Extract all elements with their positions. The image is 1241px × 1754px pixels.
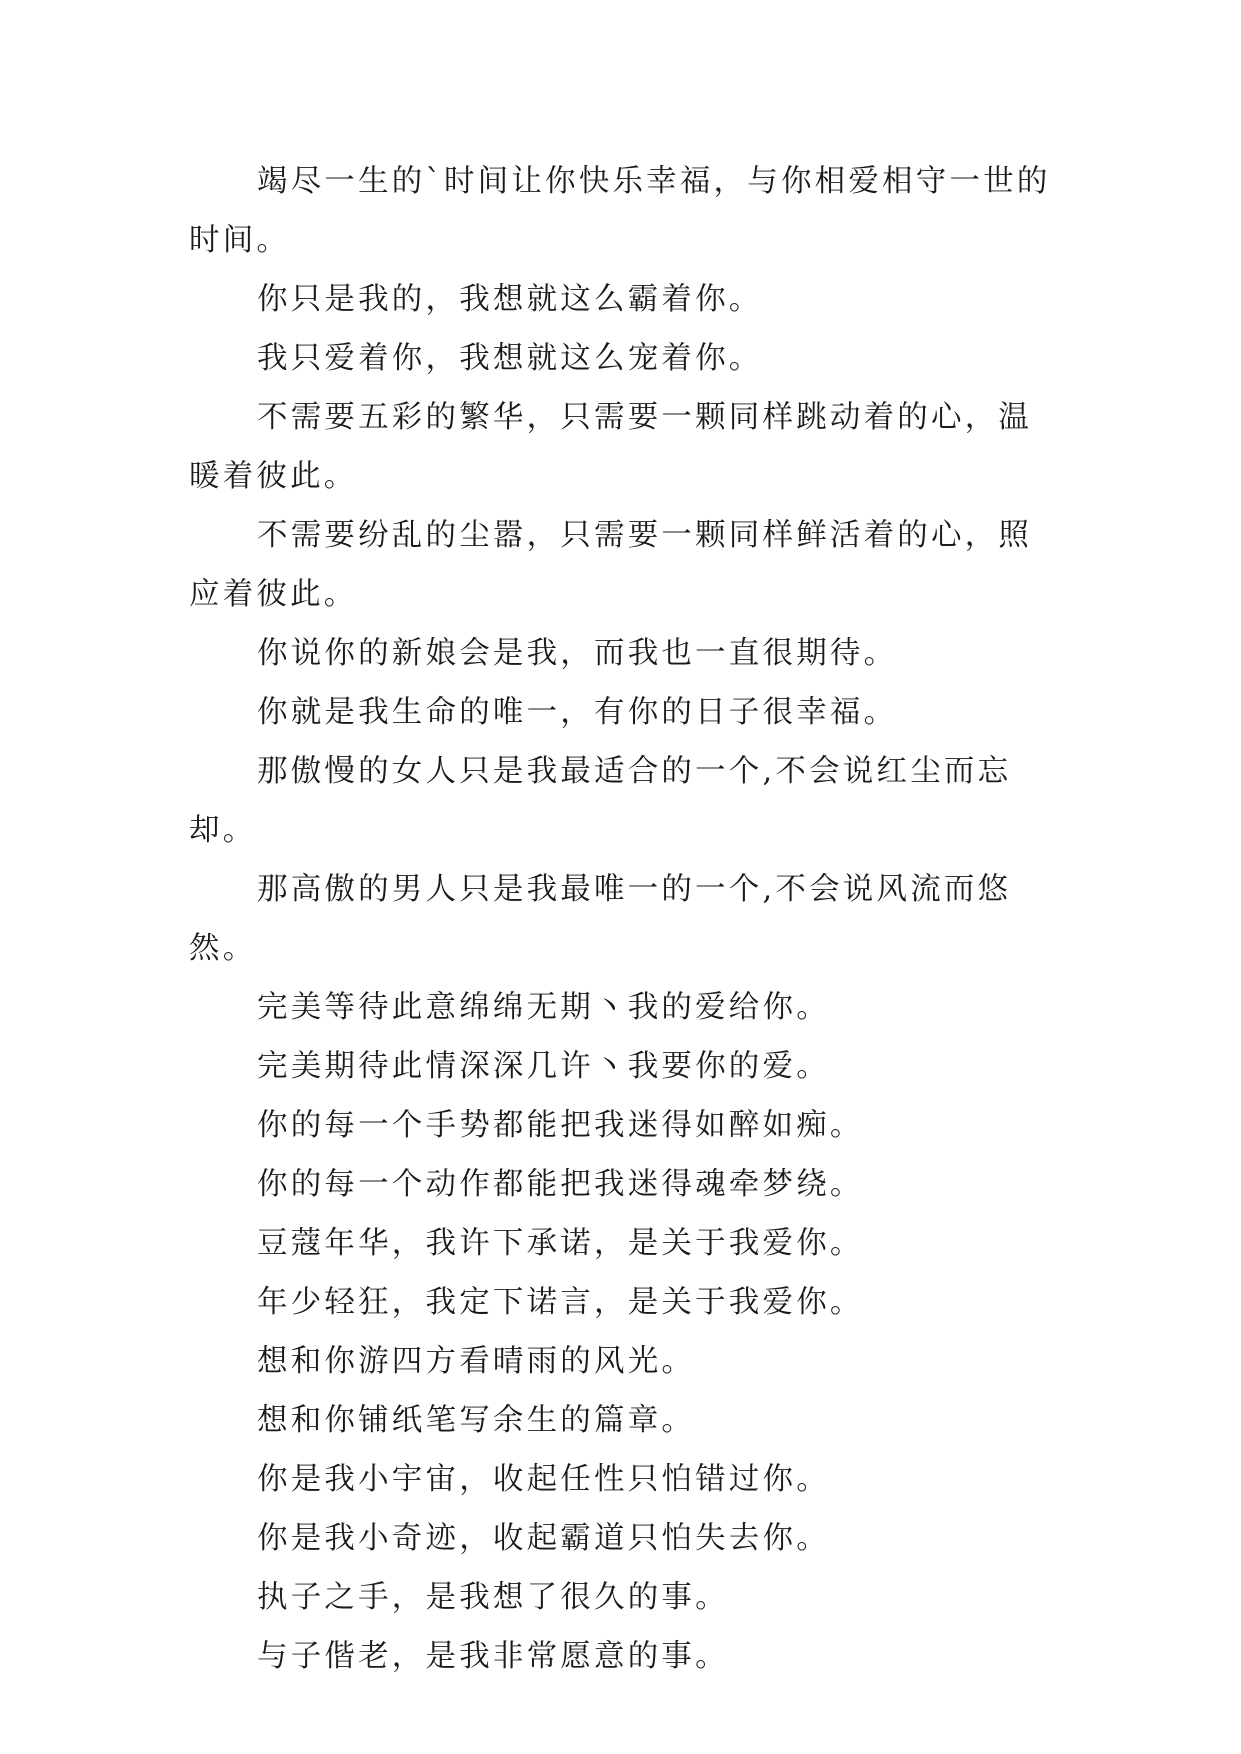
paragraph: 你只是我的，我想就这么霸着你。 xyxy=(257,282,763,317)
paragraph: 竭尽一生的`时间让你快乐幸福，与你相爱相守一世的时间。 xyxy=(189,164,1051,258)
paragraph: 与子偕老，是我非常愿意的事。 xyxy=(257,1639,729,1674)
paragraph: 你说你的新娘会是我，而我也一直很期待。 xyxy=(257,636,898,671)
paragraph: 你是我小奇迹，收起霸道只怕失去你。 xyxy=(257,1521,830,1556)
paragraph: 想和你铺纸笔写余生的篇章。 xyxy=(257,1403,696,1438)
paragraph: 执子之手，是我想了很久的事。 xyxy=(257,1580,729,1615)
paragraph: 你的每一个手势都能把我迷得如醉如痴。 xyxy=(257,1108,864,1143)
paragraph: 你是我小宇宙，收起任性只怕错过你。 xyxy=(257,1462,830,1497)
document-body xyxy=(189,152,1057,1686)
paragraph: 豆蔻年华，我许下承诺，是关于我爱你。 xyxy=(257,1226,864,1261)
paragraph: 你的每一个动作都能把我迷得魂牵梦绕。 xyxy=(257,1167,864,1202)
paragraph: 完美等待此意绵绵无期丶我的爱给你。 xyxy=(257,990,830,1025)
paragraph: 不需要纷乱的尘嚣，只需要一颗同样鲜活着的心，照应着彼此。 xyxy=(189,518,1033,612)
paragraph: 年少轻狂，我定下诺言，是关于我爱你。 xyxy=(257,1285,864,1320)
paragraph: 想和你游四方看晴雨的风光。 xyxy=(257,1344,696,1379)
paragraph: 那高傲的男人只是我最唯一的一个,不会说风流而悠然。 xyxy=(189,872,1012,966)
paragraph: 不需要五彩的繁华，只需要一颗同样跳动着的心，温暖着彼此。 xyxy=(189,400,1033,494)
paragraph: 你就是我生命的唯一，有你的日子很幸福。 xyxy=(257,695,898,730)
paragraph: 那傲慢的女人只是我最适合的一个,不会说红尘而忘却。 xyxy=(189,754,1012,848)
paragraph: 完美期待此情深深几许丶我要你的爱。 xyxy=(257,1049,830,1084)
paragraph: 我只爱着你，我想就这么宠着你。 xyxy=(257,341,763,376)
